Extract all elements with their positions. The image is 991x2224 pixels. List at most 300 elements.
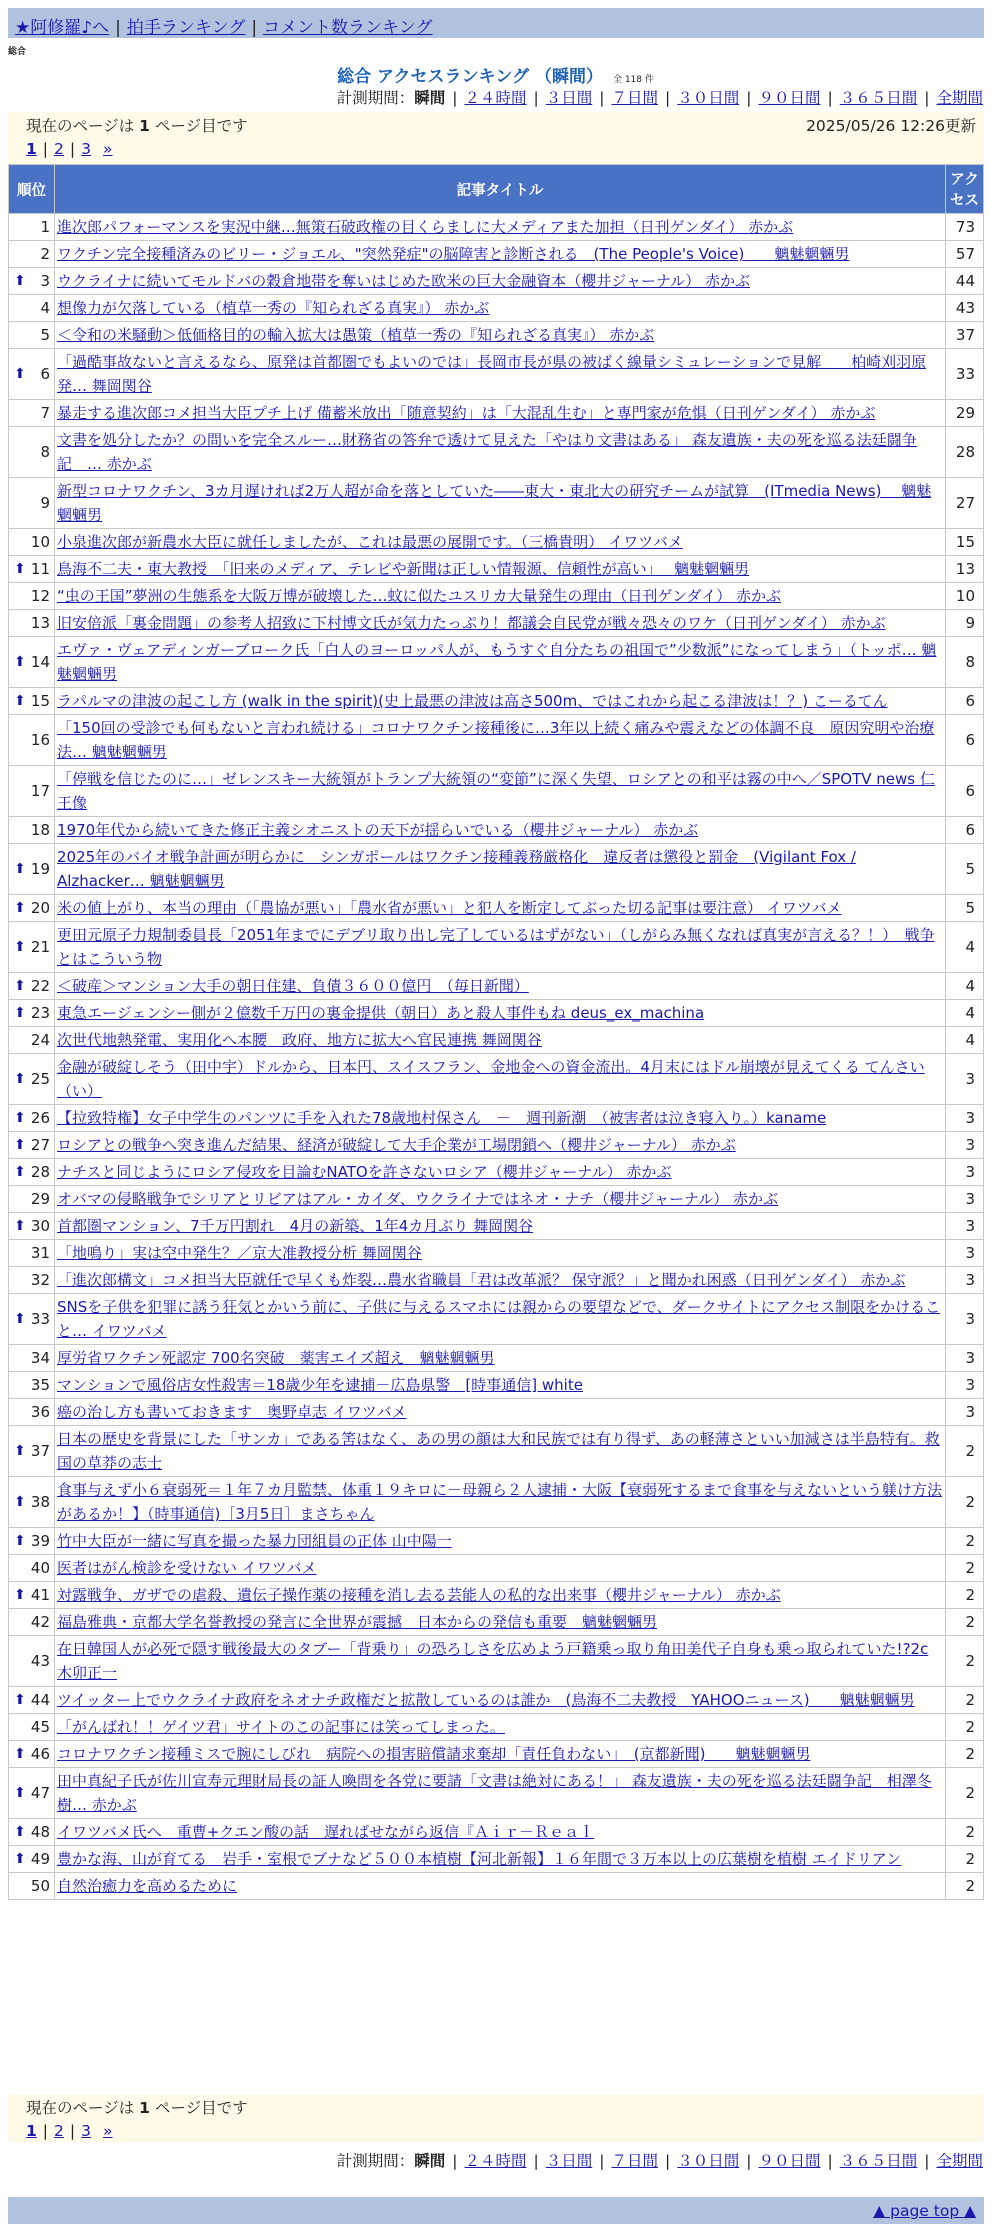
- title-cell: [55, 1399, 946, 1426]
- rank-number: 38: [30, 1493, 50, 1511]
- title-cell: [55, 1000, 946, 1027]
- title-cell: [55, 1714, 946, 1741]
- rank-number: 37: [30, 1442, 50, 1460]
- title-cell: [55, 637, 946, 688]
- access-count: 2: [946, 1768, 984, 1819]
- article-link[interactable]: 次世代地熱発電、実用化へ本腰 政府、地方に拡大へ官民連携 舞岡関谷: [57, 1031, 542, 1049]
- rank-cell: [9, 1372, 55, 1399]
- access-count: 3: [946, 1213, 984, 1240]
- title-cell: [55, 1477, 946, 1528]
- access-count: 3: [946, 1399, 984, 1426]
- table-row: [9, 1846, 984, 1873]
- article-link[interactable]: 首都圏マンション、7千万円割れ 4月の新築、1年4カ月ぶり 舞岡関谷: [57, 1217, 534, 1235]
- title-cell: [55, 895, 946, 922]
- up-arrow-icon: ⬆: [14, 1005, 26, 1021]
- access-count: 3: [946, 1372, 984, 1399]
- access-count: 2: [946, 1636, 984, 1687]
- rank-cell: [9, 1345, 55, 1372]
- table-row: [9, 1555, 984, 1582]
- page-link-next[interactable]: »: [103, 2122, 113, 2140]
- rank-cell: [9, 1477, 55, 1528]
- table-row: [9, 1528, 984, 1555]
- rank-cell: [9, 844, 55, 895]
- title-cell: [55, 1027, 946, 1054]
- rank-cell: [9, 241, 55, 268]
- page-link-next[interactable]: »: [103, 140, 113, 158]
- rank-number: 25: [30, 1070, 50, 1088]
- article-link[interactable]: 2025年のバイオ戦争計画が明らかに シンガポールはワクチン接種義務厳格化 違反者は懲役と罰金 (Vigilant Fox / Alzhacker… 魑魅魍魎男: [57, 848, 856, 890]
- page-links: 1 | 2 | 3 »: [26, 140, 113, 158]
- access-count: 2: [946, 1819, 984, 1846]
- table-row: [9, 478, 984, 529]
- article-link[interactable]: 医者はがん検診を受けない イワツバメ: [57, 1559, 317, 1577]
- rank-number: 2: [40, 245, 50, 263]
- rank-cell: [9, 1186, 55, 1213]
- ranking-rows: [9, 214, 984, 1900]
- title-cell: [55, 556, 946, 583]
- up-arrow-icon: ⬆: [14, 561, 26, 577]
- page-link-3[interactable]: 3: [81, 140, 92, 158]
- rank-cell: [9, 1582, 55, 1609]
- title-cell: [55, 844, 946, 895]
- rank-number: 28: [30, 1163, 50, 1181]
- access-count: 28: [946, 427, 984, 478]
- rank-cell: [9, 610, 55, 637]
- table-row: [9, 1768, 984, 1819]
- access-count: 3: [946, 1132, 984, 1159]
- page-link-3[interactable]: 3: [81, 2122, 92, 2140]
- col-header-rank: 順位: [9, 165, 55, 214]
- rank-cell: [9, 268, 55, 295]
- rank-cell: [9, 322, 55, 349]
- rank-number: 47: [30, 1784, 50, 1802]
- article-link[interactable]: コロナワクチン接種ミスで腕にしびれ 病院への損害賠償請求棄却「責任負わない」 (京都新聞) 魑魅魍魎男: [57, 1745, 811, 1763]
- title-cell: [55, 1267, 946, 1294]
- article-link[interactable]: 旧安倍派「裏金問題」の参考人招致に下村博文氏が気力たっぷり！都議会自民党が戦々恐々のワケ（日刊ゲンダイ） 赤かぶ: [57, 614, 886, 632]
- period-24h[interactable]: ２４時間: [464, 2152, 527, 2170]
- rank-cell: [9, 1267, 55, 1294]
- access-count: 2: [946, 1609, 984, 1636]
- article-link[interactable]: “虫の王国”夢洲の生態系を大阪万博が破壊した…蚊に似たユスリカ大量発生の理由（日刊ゲンダイ） 赤かぶ: [57, 587, 781, 605]
- title-cell: [55, 583, 946, 610]
- up-arrow-icon: ⬆: [14, 1692, 26, 1708]
- period-3d[interactable]: ３日間: [545, 2152, 593, 2170]
- period-selector-top: 計測期間：瞬間 | ２４時間 | ３日間 | ７日間 | ３０日間 | ９０日間 | ３６５日間 | 全期間: [336, 89, 983, 107]
- access-count: 2: [946, 1714, 984, 1741]
- table-row: [9, 1477, 984, 1528]
- rank-cell: [9, 1027, 55, 1054]
- rank-cell: [9, 1768, 55, 1819]
- access-count: 10: [946, 583, 984, 610]
- rank-number: 50: [30, 1877, 50, 1895]
- rank-cell: [9, 1426, 55, 1477]
- rank-number: 49: [30, 1850, 50, 1868]
- table-row: [9, 349, 984, 400]
- page-status: 現在のページは 1 ページ目です: [26, 117, 248, 135]
- up-arrow-icon: ⬆: [14, 1443, 26, 1459]
- article-link[interactable]: マンションで風俗店女性殺害＝18歳少年を逮捕－広島県警 [時事通信] white: [57, 1376, 583, 1394]
- article-link[interactable]: 在日韓国人が必死で隠す戦後最大のタブー「背乗り」の恐ろしさを広めよう戸籍乗っ取り角田美代子自身も乗っ取られていた!?2c 木卯正一: [57, 1640, 929, 1682]
- page-link-2[interactable]: 2: [54, 2122, 64, 2140]
- rank-number: 15: [30, 692, 50, 710]
- up-arrow-icon: ⬆: [14, 1851, 26, 1867]
- title-cell: [55, 715, 946, 766]
- table-row: [9, 1294, 984, 1345]
- rank-cell: [9, 895, 55, 922]
- rank-number: 43: [30, 1652, 50, 1670]
- title-cell: [55, 1105, 946, 1132]
- title-cell: [55, 1582, 946, 1609]
- up-arrow-icon: ⬆: [14, 366, 26, 382]
- article-link[interactable]: 日本の歴史を背景にした「サンカ」である筈はなく、あの男の顔は大和民族では有り得ず、あの軽薄さといい加減さは半島特有。救国の草莽の志士: [57, 1430, 940, 1472]
- access-count: 3: [946, 1294, 984, 1345]
- title-cell: [55, 295, 946, 322]
- article-link[interactable]: ＜破産＞マンション大手の朝日住建、負債３６００億円 （毎日新聞）: [57, 977, 529, 995]
- table-header-row: [9, 165, 984, 214]
- table-row: [9, 637, 984, 688]
- table-row: [9, 214, 984, 241]
- period-7d[interactable]: ７日間: [611, 2152, 658, 2170]
- access-count: 3: [946, 1105, 984, 1132]
- table-row: [9, 1582, 984, 1609]
- rank-number: 5: [40, 326, 50, 344]
- access-count: 73: [946, 214, 984, 241]
- table-row: [9, 1000, 984, 1027]
- up-arrow-icon: ⬆: [14, 861, 26, 877]
- table-row: [9, 844, 984, 895]
- title-cell: [55, 1426, 946, 1477]
- article-link[interactable]: 更田元原子力規制委員長「2051年までにデブリ取り出し完了しているはずがない」（しがらみ無くなれば真実が言える？！） 戦争とはこういう物: [57, 926, 935, 968]
- rank-number: 20: [30, 899, 50, 917]
- article-link[interactable]: 暴走する進次郎コメ担当大臣プチ上げ 備蓄米放出「随意契約」は「大混乱生む」と専門家が危惧（日刊ゲンダイ） 赤かぶ: [57, 404, 876, 422]
- access-count: 15: [946, 529, 984, 556]
- article-link[interactable]: エヴァ・ヴェアディンガーブローク氏「白人のヨーロッパ人が、もうすぐ自分たちの祖国で”少数派”になってしまう」（トッポ… 魑魅魍魎男: [57, 641, 937, 683]
- rank-number: 17: [30, 782, 50, 800]
- access-count: 44: [946, 268, 984, 295]
- period-7d[interactable]: ７日間: [611, 89, 658, 107]
- period-365d[interactable]: ３６５日間: [839, 2152, 918, 2170]
- access-count: 4: [946, 973, 984, 1000]
- period-90d[interactable]: ９０日間: [758, 89, 821, 107]
- page-top-link[interactable]: ▲ page top ▲: [873, 2202, 976, 2220]
- article-link[interactable]: 文書を処分したか？の問いを完全スルー…財務省の答弁で透けて見えた「やはり文書はある」 森友遺族・夫の死を巡る法廷闘争記 … 赤かぶ: [57, 431, 917, 473]
- access-count: 9: [946, 610, 984, 637]
- title-cell: [55, 1372, 946, 1399]
- access-count: 3: [946, 1267, 984, 1294]
- updated-time: 2025/05/26 12:26更新: [806, 117, 976, 135]
- rank-number: 32: [30, 1271, 50, 1289]
- title-cell: [55, 268, 946, 295]
- article-link[interactable]: オバマの侵略戦争でシリアとリビアはアル・カイダ、ウクライナではネオ・ナチ（櫻井ジャーナル） 赤かぶ: [57, 1190, 779, 1208]
- table-row: [9, 766, 984, 817]
- title-cell: [55, 610, 946, 637]
- table-row: [9, 400, 984, 427]
- article-link[interactable]: 「地鳴り」実は空中発生？／京大准教授分析 舞岡関谷: [57, 1244, 422, 1262]
- col-header-title: 記事タイトル: [55, 165, 946, 214]
- table-row: [9, 1372, 984, 1399]
- table-row: [9, 1186, 984, 1213]
- rank-cell: [9, 1054, 55, 1105]
- rank-number: 30: [30, 1217, 50, 1235]
- rank-cell: [9, 1873, 55, 1900]
- title-cell: [55, 322, 946, 349]
- access-count: 3: [946, 1159, 984, 1186]
- access-count: 3: [946, 1345, 984, 1372]
- rank-number: 27: [30, 1136, 50, 1154]
- up-arrow-icon: ⬆: [14, 1137, 26, 1153]
- table-row: [9, 1426, 984, 1477]
- rank-number: 46: [30, 1745, 50, 1763]
- table-row: [9, 1714, 984, 1741]
- article-link[interactable]: ツイッター上でウクライナ政府をネオナチ政権だと拡散しているのは誰か (鳥海不二夫教授 YAHOOニュース) 魑魅魍魎男: [57, 1691, 915, 1709]
- title-cell: [55, 1846, 946, 1873]
- title-cell: [55, 1054, 946, 1105]
- table-row: [9, 1105, 984, 1132]
- article-link[interactable]: 1970年代から続いてきた修正主義シオニストの天下が揺らいでいる（櫻井ジャーナル） 赤かぶ: [57, 821, 699, 839]
- table-row: [9, 1027, 984, 1054]
- ranking-title: 総合 アクセスランキング （瞬間）: [337, 67, 603, 87]
- access-count: 13: [946, 556, 984, 583]
- table-row: [9, 1609, 984, 1636]
- title-cell: [55, 817, 946, 844]
- rank-number: 36: [30, 1403, 50, 1421]
- table-row: [9, 688, 984, 715]
- up-arrow-icon: ⬆: [14, 1110, 26, 1126]
- rank-cell: [9, 529, 55, 556]
- table-row: [9, 1213, 984, 1240]
- article-link[interactable]: 竹中大臣が一緒に写真を撮った暴力団組員の正体 山中陽一: [57, 1532, 452, 1550]
- rank-cell: [9, 715, 55, 766]
- article-link[interactable]: 進次郎パフォーマンスを実況中継…無策石破政権の目くらましに大メディアまた加担（日刊ゲンダイ） 赤かぶ: [57, 218, 794, 236]
- article-link[interactable]: 田中真紀子氏が佐川宣寿元理財局長の証人喚問を各党に要請「文書は絶対にある！」 森友遺族・夫の死を巡る法廷闘争記 相澤冬樹… 赤かぶ: [57, 1772, 932, 1814]
- table-row: [9, 1132, 984, 1159]
- access-count: 3: [946, 1186, 984, 1213]
- applause-ranking-link[interactable]: 拍手ランキング: [126, 18, 246, 38]
- rank-cell: [9, 1819, 55, 1846]
- access-count: 33: [946, 349, 984, 400]
- article-link[interactable]: 「進次郎構文」コメ担当大臣就任で早くも炸裂…農水省職員「君は改革派？ 保守派？」と聞かれ困惑（日刊ゲンダイ） 赤かぶ: [57, 1271, 906, 1289]
- title-cell: [55, 1528, 946, 1555]
- access-count: 2: [946, 1846, 984, 1873]
- rank-cell: [9, 295, 55, 322]
- table-row: [9, 1873, 984, 1900]
- rank-cell: [9, 1105, 55, 1132]
- rank-number: 16: [30, 731, 50, 749]
- table-row: [9, 1819, 984, 1846]
- table-row: [9, 556, 984, 583]
- title-cell: [55, 1186, 946, 1213]
- table-row: [9, 973, 984, 1000]
- article-link[interactable]: ナチスと同じようにロシア侵攻を目論むNATOを許さないロシア（櫻井ジャーナル） 赤かぶ: [57, 1163, 672, 1181]
- rank-cell: [9, 1240, 55, 1267]
- table-row: [9, 715, 984, 766]
- article-link[interactable]: 「150回の受診でも何もないと言われ続ける」コロナワクチン接種後に…3年以上続く痛みや震えなどの体調不良 原因究明や治療法… 魑魅魍魎男: [57, 719, 935, 761]
- article-link[interactable]: 自然治癒力を高めるために: [57, 1877, 238, 1895]
- comment-ranking-link[interactable]: コメント数ランキング: [263, 18, 433, 38]
- article-link[interactable]: ウクライナに続いてモルドバの穀倉地帯を奪いはじめた欧米の巨大金融資本（櫻井ジャーナル） 赤かぶ: [57, 272, 750, 290]
- access-count: 6: [946, 715, 984, 766]
- access-count: 6: [946, 688, 984, 715]
- rank-number: 4: [40, 299, 50, 317]
- title-cell: [55, 973, 946, 1000]
- title-cell: [55, 478, 946, 529]
- table-row: [9, 1159, 984, 1186]
- article-link[interactable]: 想像力が欠落している（植草一秀の『知られざる真実』） 赤かぶ: [57, 299, 490, 317]
- article-link[interactable]: ＜令和の米騒動＞低価格目的の輸入拡大は愚策（植草一秀の『知られざる真実』） 赤かぶ: [57, 326, 655, 344]
- article-link[interactable]: 「停戦を信じたのに…」ゼレンスキー大統領がトランプ大統領の“変節”に深く失望、ロシアとの和平は霧の中へ／SPOTV news 仁王像: [57, 770, 935, 812]
- title-cell: [55, 688, 946, 715]
- title-cell: [55, 214, 946, 241]
- access-count: 2: [946, 1528, 984, 1555]
- article-link[interactable]: 米の値上がり、本当の理由（「農協が悪い」「農水省が悪い」と犯人を断定してぶった切る記事は要注意） イワツバメ: [57, 899, 842, 917]
- section-tag: 総合: [8, 47, 27, 57]
- article-link[interactable]: ワクチン完全接種済みのビリー・ジョエル、"突然発症"の脳障害と診断される (The People's Voice) 魑魅魍魎男: [57, 245, 850, 263]
- access-count: 43: [946, 295, 984, 322]
- title-cell: [55, 241, 946, 268]
- article-link[interactable]: イワツバメ氏へ 重曹+クエン酸の話 遅ればせながら返信『Ａｉｒ－Ｒｅａｌ: [57, 1823, 594, 1841]
- period-selector-bottom: 計測期間：瞬間 | ２４時間 | ３日間 | ７日間 | ３０日間 | ９０日間 | ３６５日間 | 全期間: [336, 2152, 983, 2170]
- page-link-current[interactable]: 1: [26, 2122, 37, 2140]
- article-link[interactable]: 小泉進次郎が新農水大臣に就任しましたが、これは最悪の展開です。（三橋貴明） イワツバメ: [57, 533, 683, 551]
- table-row: [9, 1741, 984, 1768]
- article-link[interactable]: 新型コロナワクチン、3カ月遅ければ2万人超が命を落としていた――東大・東北大の研究チームが試算 (ITmedia News) 魑魅魍魎男: [57, 482, 932, 524]
- article-link[interactable]: 癌の治し方も書いておきます 奥野卓志 イワツバメ: [57, 1403, 407, 1421]
- rank-number: 3: [40, 272, 50, 290]
- title-cell: [55, 1159, 946, 1186]
- title-cell: [55, 1240, 946, 1267]
- rank-number: 44: [30, 1691, 50, 1709]
- page-status-bottom: 現在のページは 1 ページ目です: [26, 2099, 248, 2117]
- period-3d[interactable]: ３日間: [545, 89, 593, 107]
- rank-number: 23: [30, 1004, 50, 1022]
- page-link-2[interactable]: 2: [54, 140, 64, 158]
- period-all[interactable]: 全期間: [936, 89, 983, 107]
- up-arrow-icon: ⬆: [14, 1311, 26, 1327]
- page-link-current[interactable]: 1: [26, 140, 37, 158]
- table-row: [9, 922, 984, 973]
- article-link[interactable]: SNSを子供を犯罪に誘う狂気とかいう前に、子供に与えるスマホには親からの要望などで、ダークサイトにアクセス制限をかけること… イワツバメ: [57, 1298, 941, 1340]
- home-link[interactable]: ★阿修羅♪へ: [15, 18, 110, 38]
- up-arrow-icon: ⬆: [14, 273, 26, 289]
- table-row: [9, 322, 984, 349]
- period-30d[interactable]: ３０日間: [677, 89, 740, 107]
- rank-cell: [9, 817, 55, 844]
- rank-cell: [9, 349, 55, 400]
- rank-number: 21: [30, 938, 50, 956]
- rank-cell: [9, 478, 55, 529]
- up-arrow-icon: ⬆: [14, 1494, 26, 1510]
- col-header-access: アクセス: [946, 165, 984, 214]
- title-cell: [55, 427, 946, 478]
- rank-number: 9: [40, 494, 50, 512]
- table-row: [9, 529, 984, 556]
- rank-cell: [9, 1213, 55, 1240]
- access-count: 5: [946, 895, 984, 922]
- rank-number: 26: [30, 1109, 50, 1127]
- title-cell: [55, 922, 946, 973]
- rank-cell: [9, 1555, 55, 1582]
- title-cell: [55, 1609, 946, 1636]
- rank-number: 34: [30, 1349, 50, 1367]
- rank-cell: [9, 1399, 55, 1426]
- article-link[interactable]: ラパルマの津波の起こし方 (walk in the spirit)(史上最悪の津波は高さ500m、ではこれから起こる津波は！？) こーるてん: [57, 692, 888, 710]
- rank-cell: [9, 637, 55, 688]
- rank-number: 19: [30, 860, 50, 878]
- title-cell: [55, 529, 946, 556]
- table-row: [9, 583, 984, 610]
- article-link[interactable]: 豊かな海、山が育てる 岩手・室根でブナなど５００本植樹【河北新報】１６年間で３万本以上の広葉樹を植樹 エイドリアン: [57, 1850, 902, 1868]
- title-cell: [55, 1819, 946, 1846]
- rank-cell: [9, 1132, 55, 1159]
- rank-number: 42: [30, 1613, 50, 1631]
- rank-number: 41: [30, 1586, 50, 1604]
- period-90d[interactable]: ９０日間: [758, 2152, 821, 2170]
- title-cell: [55, 1132, 946, 1159]
- article-link[interactable]: 金融が破綻しそう（田中宇）ドルから、日本円、スイスフラン、金地金への資金流出。4月末にはドル崩壊が見えてくる てんさい（い）: [57, 1058, 925, 1100]
- article-link[interactable]: 食事与えず小６衰弱死＝１年７カ月監禁、体重１９キロに－母親ら２人逮捕・大阪【衰弱死するまで食事を与えないという躾け方法があるか！】（時事通信)［3月5日］まさちゃん: [57, 1481, 943, 1523]
- rank-number: 22: [30, 977, 50, 995]
- table-row: [9, 295, 984, 322]
- article-link[interactable]: 「がんばれ！！ゲイツ君」サイトのこの記事には笑ってしまった。: [57, 1718, 505, 1736]
- rank-number: 18: [30, 821, 50, 839]
- article-link[interactable]: 対露戦争、ガザでの虐殺、遺伝子操作薬の接種を消し去る芸能人の私的な出来事（櫻井ジャーナル） 赤かぶ: [57, 1586, 781, 1604]
- rank-cell: [9, 1294, 55, 1345]
- up-arrow-icon: ⬆: [14, 1218, 26, 1234]
- rank-number: 40: [30, 1559, 50, 1577]
- rank-number: 12: [30, 587, 50, 605]
- access-count: 8: [946, 637, 984, 688]
- page-links-bottom: 1 | 2 | 3 »: [26, 2122, 113, 2140]
- top-nav-bar: ★阿修羅♪へ | 拍手ランキング | コメント数ランキング: [8, 8, 984, 38]
- rank-cell: [9, 973, 55, 1000]
- article-link[interactable]: 東急エージェンシー側が２億数千万円の裏金提供（朝日）あと殺人事件もね deus_ex_machina: [57, 1004, 705, 1022]
- pager-top: [8, 112, 984, 164]
- period-30d[interactable]: ３０日間: [677, 2152, 740, 2170]
- rank-number: 1: [40, 218, 50, 236]
- article-link[interactable]: ロシアとの戦争へ突き進んだ結果、経済が破綻して大手企業が工場閉鎖へ（櫻井ジャーナル） 赤かぶ: [57, 1136, 736, 1154]
- footer-bar: [8, 2197, 984, 2224]
- rank-cell: [9, 1636, 55, 1687]
- page-title: [0, 62, 991, 87]
- table-row: [9, 241, 984, 268]
- up-arrow-icon: ⬆: [14, 1164, 26, 1180]
- rank-number: 31: [30, 1244, 50, 1262]
- up-arrow-icon: ⬆: [14, 1587, 26, 1603]
- access-count: 2: [946, 1873, 984, 1900]
- title-cell: [55, 1741, 946, 1768]
- access-count: 37: [946, 322, 984, 349]
- article-link[interactable]: 鳥海不二夫・東大教授 ｢旧来のメディア、テレビや新聞は正しい情報源、信頼性が高い｣ 魑魅魍魎男: [57, 560, 750, 578]
- period-all[interactable]: 全期間: [936, 2152, 983, 2170]
- table-row: [9, 895, 984, 922]
- access-count: 4: [946, 1000, 984, 1027]
- table-row: [9, 1054, 984, 1105]
- rank-number: 6: [40, 365, 50, 383]
- up-arrow-icon: ⬆: [14, 1785, 26, 1801]
- table-row: [9, 268, 984, 295]
- period-365d[interactable]: ３６５日間: [839, 89, 918, 107]
- article-link[interactable]: 福島雅典・京都大学名誉教授の発言に全世界が震撼 日本からの発信も重要 魑魅魍魎男: [57, 1613, 658, 1631]
- rank-cell: [9, 400, 55, 427]
- title-cell: [55, 1873, 946, 1900]
- article-link[interactable]: 「過酷事故ないと言えるなら、原発は首都圏でもよいのでは」長岡市長が県の被ばく線量シミュレーションで見解 柏崎刈羽原発… 舞岡関谷: [57, 353, 927, 395]
- rank-cell: [9, 688, 55, 715]
- period-24h[interactable]: ２４時間: [464, 89, 527, 107]
- rank-cell: [9, 1687, 55, 1714]
- title-cell: [55, 1345, 946, 1372]
- article-link[interactable]: 【拉致特権】女子中学生のパンツに手を入れた78歳地村保さん － 週刊新潮 （被害者は泣き寝入り。）kaname: [57, 1109, 827, 1127]
- article-link[interactable]: 厚労省ワクチン死認定 700名突破 薬害エイズ超え 魑魅魍魎男: [57, 1349, 495, 1367]
